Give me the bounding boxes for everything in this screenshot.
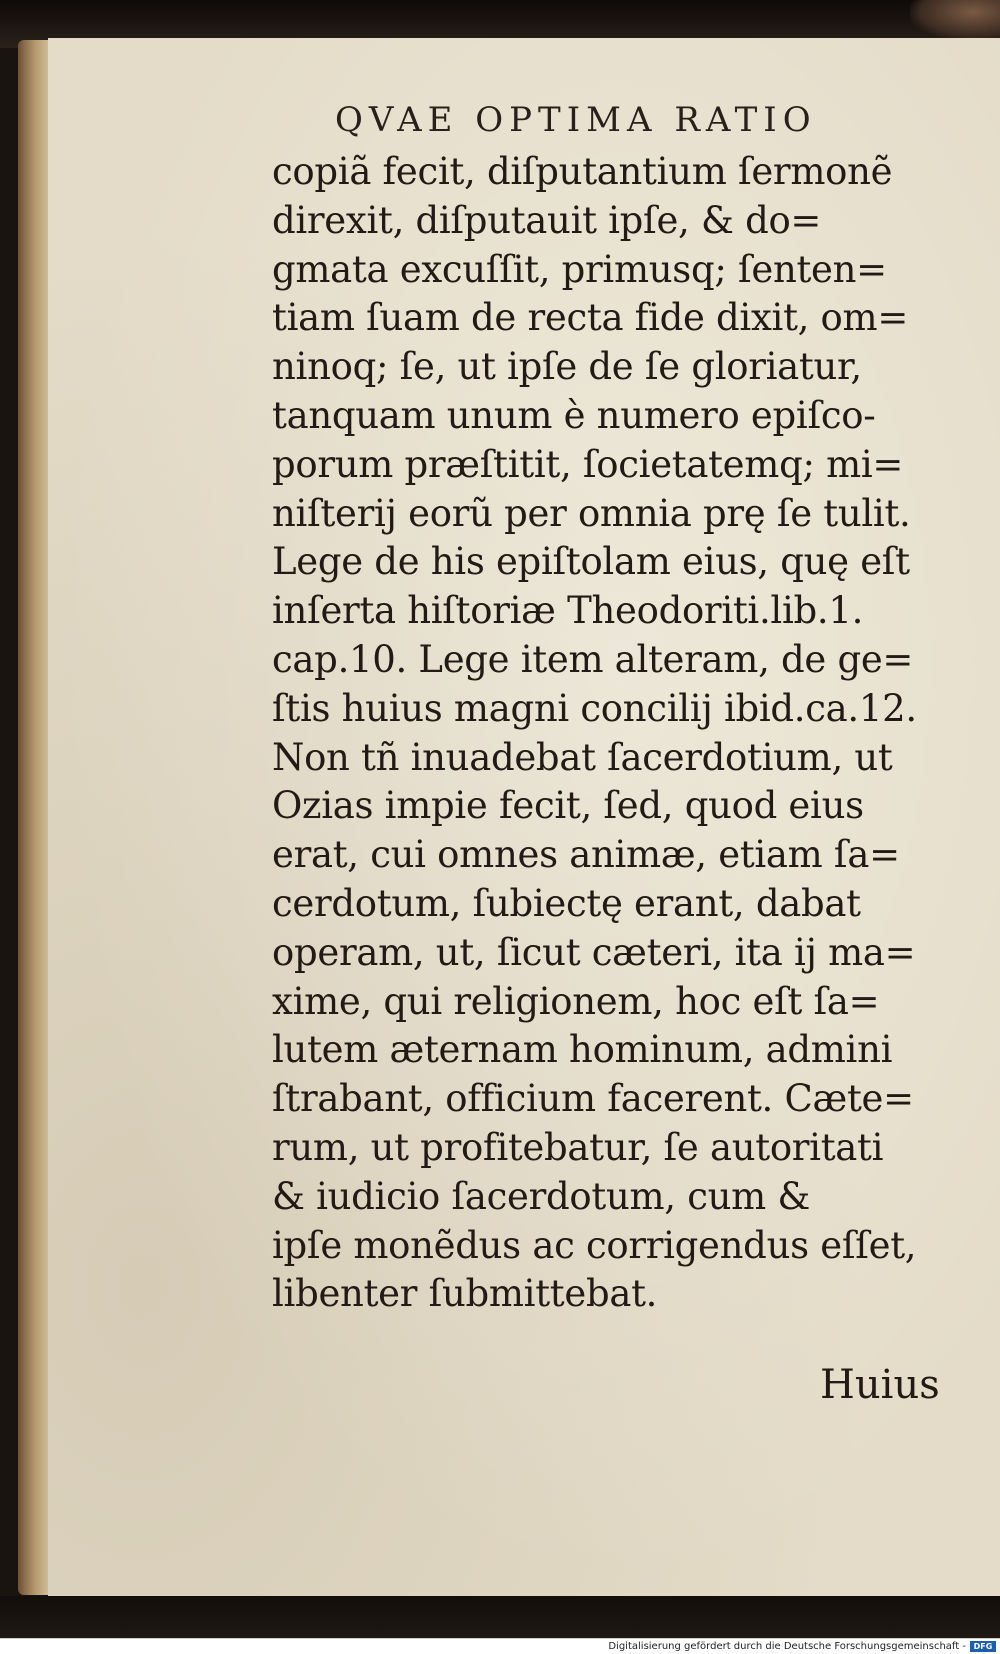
text-line: ſtis huius magni concilij ibid.ca.12.	[272, 686, 917, 730]
text-line: & iudicio ſacerdotum, cum &	[272, 1174, 811, 1218]
text-line: cerdotum, ſubiectę erant, dabat	[272, 881, 861, 925]
corner-tear	[910, 0, 1000, 40]
text-line: ipſe monẽdus ac corrigendus eſſet,	[272, 1223, 917, 1267]
text-line: niſterij eorũ per omnia prę ſe tulit.	[272, 491, 911, 535]
text-line: libenter ſubmittebat.	[272, 1272, 658, 1316]
text-line: cap.10. Lege item alteram, de ge=	[272, 637, 914, 681]
text-line: gmata excuſſit, primusq; ſenten=	[272, 247, 887, 291]
text-line: ninoq; ſe, ut ipſe de ſe gloriatur,	[272, 345, 862, 389]
text-line: Non tñ inuadebat ſacerdotium, ut	[272, 735, 893, 779]
text-line: ſtrabant, officium facerent. Cæte=	[272, 1077, 914, 1121]
text-line: erat, cui omnes animæ, etiam ſa=	[272, 833, 900, 877]
running-head: QVAE OPTIMA RATIO	[335, 100, 817, 140]
text-line: tanquam unum è numero epiſco-	[272, 393, 876, 437]
footer-credit: Digitalisierung gefördert durch die Deutsche Forschungsgemeinschaft -	[608, 1641, 966, 1652]
text-line: porum præſtitit, ſocietatemq; mi=	[272, 442, 904, 486]
dfg-logo-icon: DFG	[970, 1641, 996, 1652]
text-line: operam, ut, ſicut cæteri, ita ij ma=	[272, 930, 916, 974]
text-line: tiam ſuam de recta fide dixit, om=	[272, 296, 909, 340]
text-line: lutem æternam hominum, admini	[272, 1028, 893, 1072]
catchword: Huius	[820, 1362, 940, 1408]
footer-bar	[0, 1638, 1000, 1654]
body-text	[272, 148, 952, 1319]
bottom-shadow	[0, 1596, 1000, 1638]
text-line: xime, qui religionem, hoc eſt ſa=	[272, 979, 880, 1023]
text-line: inſerta hiſtoriæ Theodoriti.lib.1.	[272, 589, 864, 633]
text-line: copiã fecit, diſputantium ſermonẽ	[272, 150, 893, 193]
text-line: direxit, diſputauit ipſe, & do=	[272, 198, 822, 242]
text-line: Lege de his epiſtolam eius, quę eſt	[272, 540, 910, 584]
text-line: rum, ut profitebatur, ſe autoritati	[272, 1125, 884, 1169]
text-line: Ozias impie fecit, ſed, quod eius	[272, 784, 864, 828]
